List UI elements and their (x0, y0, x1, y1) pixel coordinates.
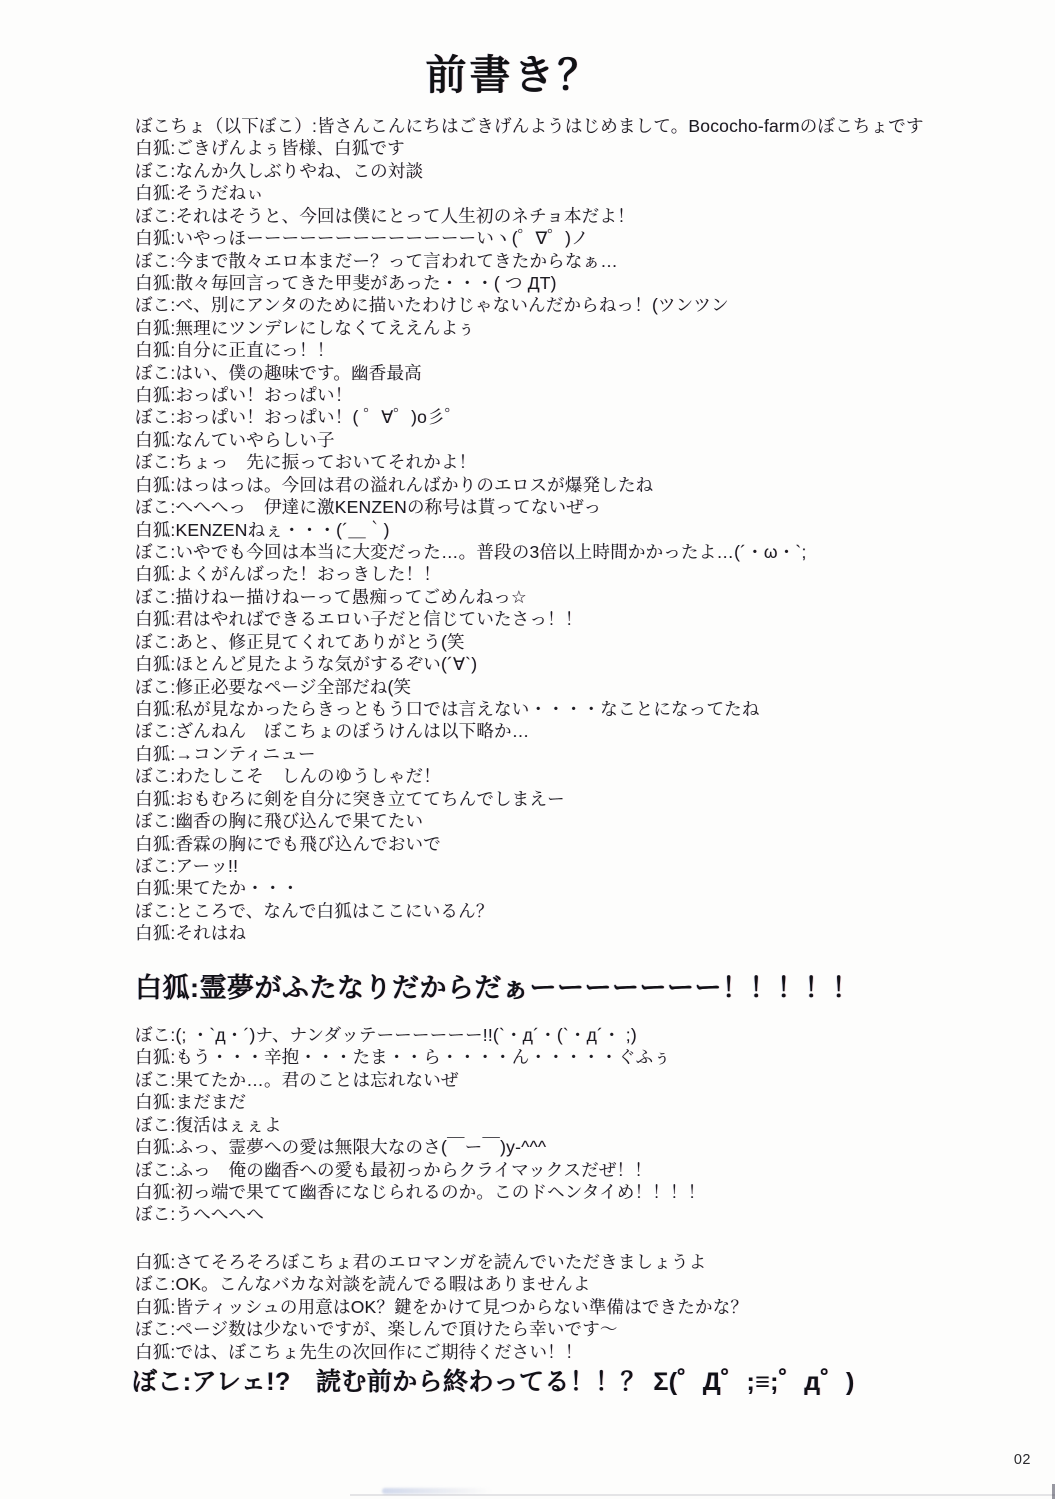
dialogue-line: ぼこちょ（以下ぼこ）:皆さんこんにちはごきげんようはじめまして。Bococho-farmのぼこちょです (135, 116, 924, 136)
dialogue-line: 白狐:おもむろに剣を自分に突き立ててちんでしまえー (135, 788, 565, 809)
dialogue-line: 白狐:よくがんばった！おっきした！！ (135, 564, 441, 585)
dialogue-line: ぼこ:あと、修正見てくれてありがとう(笑 (135, 631, 465, 652)
dialogue-line: 白狐:ほとんど見たような気がするぞい(´∀`) (135, 654, 478, 675)
dialogue-line: 白狐:散々毎回言ってきた甲斐があった・・・( つ ДT) (135, 272, 557, 293)
dialogue-line: ぼこ:復活はぇぇよ (135, 1114, 282, 1135)
dialogue-line: ぼこ:(; ・`д・´)ナ、ナンダッテーーーーーー!!(`・д´・(`・д´・ ;) (135, 1025, 637, 1045)
dialogue-line: 白狐:ふっ、霊夢への愛は無限大なのさ(￣ー￣)y-^^^ (135, 1137, 547, 1158)
dialogue-line: 白狐:果てたか・・・ (135, 878, 300, 899)
dialogue-line: 白狐:自分に正直にっ！！ (135, 340, 335, 361)
dialogue-line: ぼこ:ページ数は少ないですが、楽しんで頂けたら幸いです～ (135, 1319, 618, 1340)
dialogue-line: ぼこ:へへへっ 伊達に激KENZENの称号は貰ってないぜっ (135, 497, 602, 518)
page-number: 02 (1013, 1452, 1031, 1468)
dialogue-final-line: ぼこ:アレェ!? 読む前から終わってる！！？ Σ(゜Д゜;≡;゜д゜) (132, 1368, 855, 1396)
dialogue-line: 白狐:香霖の胸にでも飛び込んでおいで (135, 833, 441, 854)
dialogue-line: ぼこ:いやでも今回は本当に大変だった…。普段の3倍以上時間かかったよ…(´・ω・`; (135, 542, 807, 563)
dialogue-line: 白狐:それはね (135, 923, 247, 944)
dialogue-line: 白狐:無理にツンデレにしなくてええんよぅ (135, 317, 476, 338)
dialogue-line: 白狐:おっぱい！おっぱい！ (135, 385, 353, 406)
dialogue-shout-line: 白狐:霊夢がふたなりだからだぁーーーーーーー！！！！！ (135, 973, 860, 1003)
dialogue-line: ぼこ:おっぱい！おっぱい！( ゜∀゜)o彡゜ (135, 407, 463, 428)
dialogue-line: ぼこ:描けねー描けねーって愚痴ってごめんねっ☆ (135, 586, 527, 607)
dialogue-line: ぼこ:アーッ!! (135, 855, 239, 876)
dialogue-line: 白狐:そうだねぃ (135, 183, 264, 204)
dialogue-line: ぼこ:修正必要なページ全部だね(笑 (135, 676, 412, 697)
dialogue-line: ぼこ:OK。こんなバカな対談を読んでる暇はありませんよ (135, 1274, 591, 1295)
scan-bottom-edge-artifact (350, 1494, 1055, 1496)
dialogue-line: 白狐:君はやればできるエロい子だと信じていたさっ！！ (135, 609, 583, 630)
dialogue-block-reaction (135, 1024, 1005, 1226)
dialogue-line: 白狐:→コンティニュー (135, 743, 316, 764)
dialogue-line: ぼこ:わたしこそ しんのゆうしゃだ！ (135, 766, 441, 787)
dialogue-line: ぼこ:べ、別にアンタのために描いたわけじゃないんだからねっ！(ツンツン (135, 295, 729, 316)
page-title: 前書き？ (425, 52, 602, 98)
dialogue-block-closing (135, 1251, 1005, 1363)
dialogue-line: ぼこ:ふっ 俺の幽香への愛も最初っからクライマックスだぜ！！ (135, 1159, 652, 1180)
dialogue-line: 白狐:もう・・・辛抱・・・たま・・ら・・・・ん・・・・・ぐふぅ (135, 1047, 672, 1068)
dialogue-line: ぼこ:ちょっ 先に振っておいてそれかよ！ (135, 452, 477, 473)
dialogue-line: 白狐:ごきげんよぅ皆様、白狐です (135, 138, 405, 159)
dialogue-line: 白狐:KENZENねぇ・・・(´＿｀) (135, 519, 390, 540)
dialogue-line: ぼこ:ところで、なんで白狐はここにいるん？ (135, 900, 494, 921)
dialogue-line: ぼこ:はい、僕の趣味です。幽香最高 (135, 362, 422, 383)
dialogue-line: 白狐:いやっほーーーーーーーーーーーーーいヽ(゜∇゜)ノ (135, 228, 589, 249)
dialogue-line: 白狐:まだまだ (135, 1092, 247, 1113)
dialogue-line: ぼこ:なんか久しぶりやね、この対談 (135, 160, 424, 181)
dialogue-line: ぼこ:今まで散々エロ本まだー？って言われてきたからなぁ… (135, 250, 618, 271)
dialogue-line: ぼこ:幽香の胸に飛び込んで果てたい (135, 811, 424, 832)
dialogue-line: 白狐:では、ぼこちょ先生の次回作にご期待ください！！ (135, 1341, 583, 1362)
dialogue-line: 白狐:私が見なかったらきっともう口では言えない・・・・なことになってたね (135, 698, 760, 719)
dialogue-line: ぼこ:それはそうと、今回は僕にとって人生初のネチョ本だよ！ (135, 205, 635, 226)
dialogue-line: 白狐:はっはっは。今回は君の溢れんばかりのエロスが爆発したね (135, 474, 654, 495)
dialogue-block-intro (135, 115, 1005, 945)
dialogue-line: 白狐:皆ティッシュの用意はOK？鍵をかけて見つからない準備はできたかな？ (135, 1296, 749, 1317)
dialogue-line: 白狐:初っ端で果てて幽香になじられるのか。このドヘンタイめ！！！！ (135, 1181, 706, 1202)
dialogue-line: 白狐:さてそろそろぼこちょ君のエロマンガを読んでいただきましょうよ (135, 1252, 707, 1272)
dialogue-line: ぼこ:ざんねん ぼこちょのぼうけんは以下略か… (135, 721, 530, 742)
dialogue-line: ぼこ:うへへへへ (135, 1204, 264, 1225)
dialogue-line: ぼこ:果てたか…。君のことは忘れないぜ (135, 1069, 459, 1090)
dialogue-line: 白狐:なんていやらしい子 (135, 429, 335, 450)
